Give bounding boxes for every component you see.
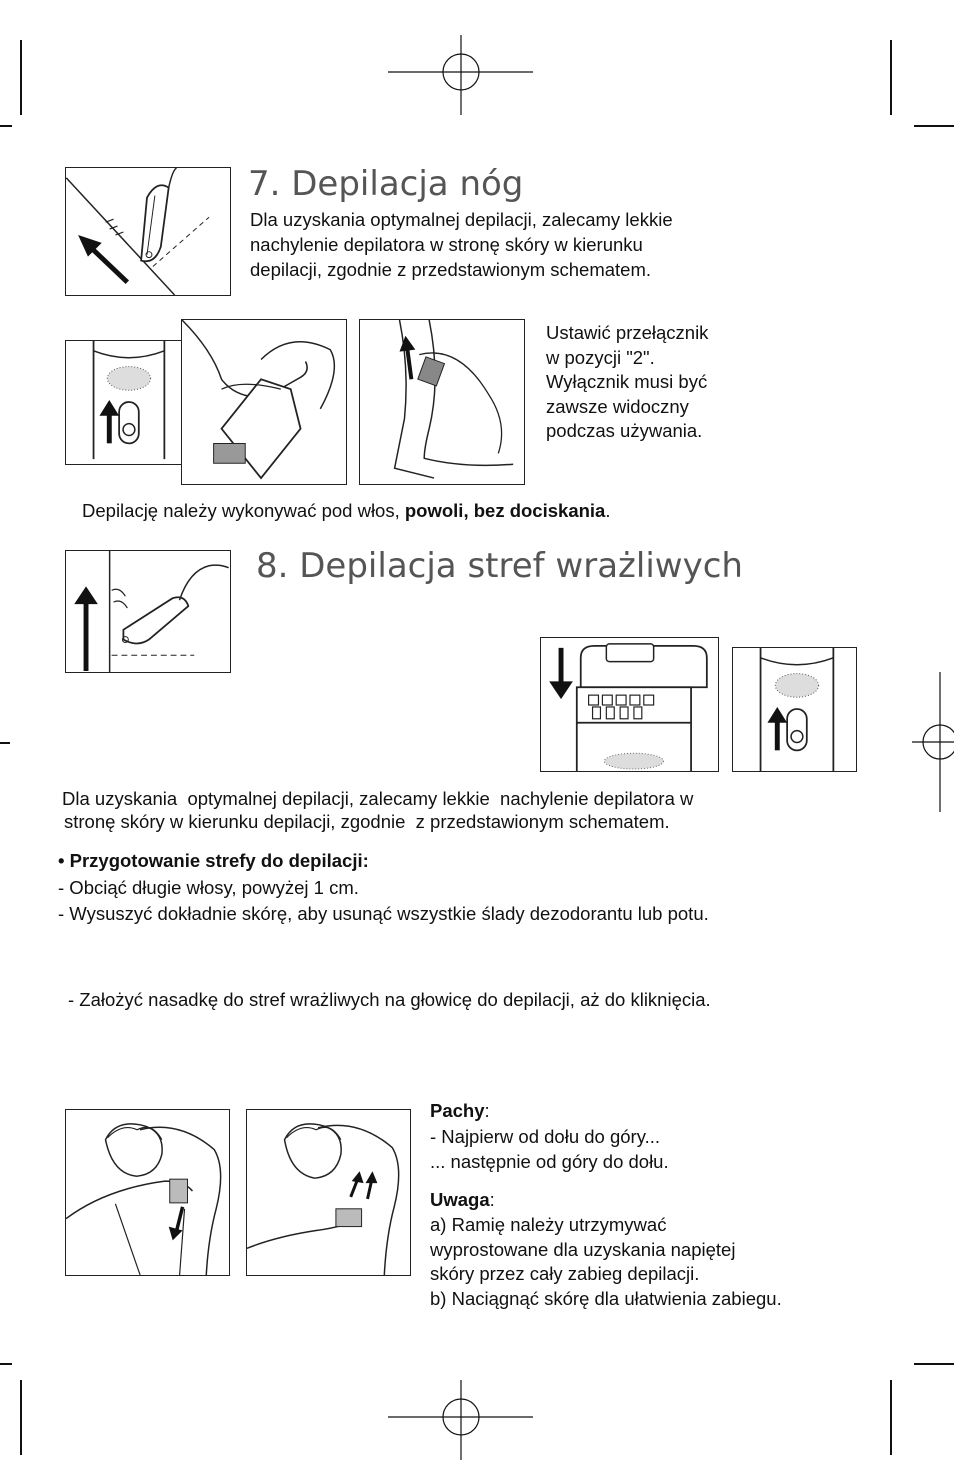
crop-mark xyxy=(914,125,954,127)
crop-mark xyxy=(0,1363,12,1365)
illustration-hand-depilator xyxy=(181,319,347,485)
armpits-heading xyxy=(430,1100,490,1122)
crop-mark xyxy=(20,40,22,115)
crop-mark xyxy=(0,125,12,127)
warning-heading-text: Uwaga xyxy=(430,1189,490,1210)
attachment-note: - Założyć nasadkę do stref wrażliwych na głowicę do depilacji, aż do kliknięcia. xyxy=(68,989,711,1010)
illustration-switch-position xyxy=(65,340,188,465)
warning-text: a) Ramię należy utrzymywać wyprostowane dla uzyskania napiętej skóry przez cały zabieg depilacji. b) Naciągnąć skórę dla ułatwienia zabiegu. xyxy=(430,1214,782,1309)
prep-item: - Wysuszyć dokładnie skórę, aby usunąć wszystkie ślady dezodorantu lub potu. xyxy=(58,903,709,924)
section7-intro: Dla uzyskania optymalnej depilacji, zalecamy lekkie nachylenie depilatora w stronę skóry w kierunku depilacji, zgodnie z przedstawionym schematem. xyxy=(250,209,673,280)
armpits-step: - Najpierw od dołu do góry... xyxy=(430,1126,660,1147)
registration-mark-right xyxy=(912,672,954,812)
armpits-step: ... następnie od góry do dołu. xyxy=(430,1151,669,1172)
instruction-period: . xyxy=(605,500,611,521)
depilation-instruction xyxy=(82,500,610,522)
illustration-armpit-down xyxy=(65,1109,230,1276)
crop-mark xyxy=(914,1363,954,1365)
section7-title: 7. Depilacja nóg xyxy=(248,164,524,204)
illustration-sensitive-angle xyxy=(65,550,231,673)
illustration-leg-angle xyxy=(65,167,231,296)
crop-mark xyxy=(890,40,892,115)
illustration-armpit-up xyxy=(246,1109,411,1276)
illustration-attachment xyxy=(540,637,719,772)
section8-intro-line2: stronę skóry w kierunku depilacji, zgodnie z przedstawionym schematem. xyxy=(64,811,670,832)
prep-item: - Obciąć długie włosy, powyżej 1 cm. xyxy=(58,877,359,898)
instruction-text: Depilację należy wykonywać pod włos, xyxy=(82,500,405,521)
prep-heading: • Przygotowanie strefy do depilacji: xyxy=(58,850,369,871)
crop-mark xyxy=(20,1380,22,1455)
armpits-heading-text: Pachy xyxy=(430,1100,485,1121)
section8-intro-line1: Dla uzyskania optymalnej depilacji, zalecamy lekkie nachylenie depilatora w xyxy=(62,788,694,809)
armpits-heading-colon: : xyxy=(484,1100,490,1121)
warning-heading-colon: : xyxy=(489,1189,495,1210)
switch-instructions: Ustawić przełącznik w pozycji "2". Wyłącznik musi być zawsze widoczny podczas używania. xyxy=(546,322,709,441)
registration-mark-bottom xyxy=(388,1380,533,1460)
illustration-switch-position-2 xyxy=(732,647,857,772)
instruction-emphasis: powoli, bez dociskania xyxy=(404,500,606,521)
section8-title: 8. Depilacja stref wrażliwych xyxy=(256,546,743,586)
warning-heading xyxy=(430,1189,495,1211)
crop-mark xyxy=(0,742,10,744)
illustration-legs xyxy=(359,319,525,485)
crop-mark xyxy=(890,1380,892,1455)
registration-mark-top xyxy=(388,35,533,115)
